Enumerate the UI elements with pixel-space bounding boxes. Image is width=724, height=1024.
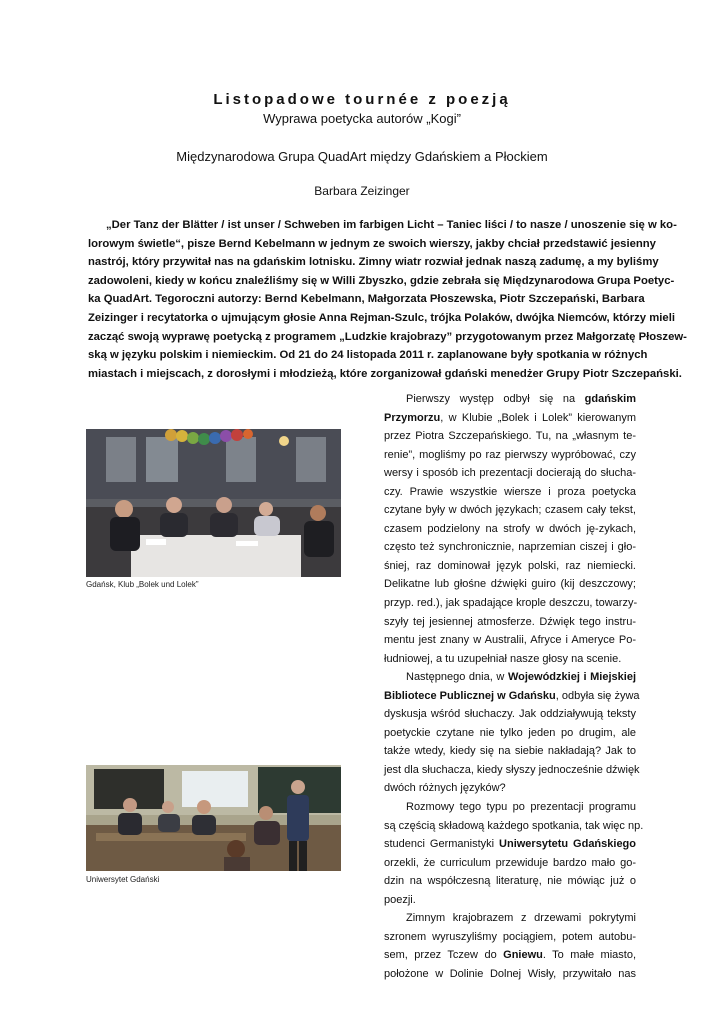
intro-line: zacząć swoją wyprawę poetycką z programem „Ludzkie krajobrazy” przygotowanym przez Małgorzatę Płoszew- bbox=[88, 330, 687, 343]
body-line: Następnego dnia, w Wojewódzkiej i Miejskiej bbox=[406, 671, 636, 684]
body-line: dzin na współczesną literaturę, nie mówiąc już o bbox=[384, 875, 636, 888]
photo-club-caption: Gdańsk, Klub „Bolek und Lolek” bbox=[86, 580, 199, 589]
body-line: Bibliotece Publicznej w Gdańsku, odbyła się żywa bbox=[384, 689, 640, 702]
body-line: jest dla słuchacza, kiedy słyszy jednocześnie dźwięk bbox=[384, 763, 640, 776]
photo-university-seminar bbox=[86, 765, 341, 871]
body-line: orzekli, że curriculum przewiduje bardzo mało go- bbox=[384, 856, 636, 869]
body-line: Delikatne lub głośne dźwięki guiro (kij deszczowy; bbox=[384, 578, 636, 591]
intro-line: Zeizinger i recytatorka o ujmującym głosie Anna Rejman-Szulc, trójka Polaków, dwójka Niemców, którzy mieli bbox=[88, 311, 675, 324]
body-line: łudniowej, a tu uzupełniał nasze głosy na scenie. bbox=[384, 652, 622, 665]
body-line: Rozmowy tego typu po prezentacji programu bbox=[406, 801, 636, 814]
body-line: dyskusja wśród słuchaczy. Jak oddziaływują teksty bbox=[384, 708, 636, 721]
body-line: czytane były w dwóch językach; czasem cały tekst, bbox=[384, 504, 636, 517]
body-line: poetyckie czytane nie tylko jeden po drugim, ale bbox=[384, 726, 636, 739]
photo-university-caption: Uniwersytet Gdański bbox=[86, 875, 160, 884]
article-title: Listopadowe tournée z poezją bbox=[213, 91, 511, 108]
body-line: przyp. red.), jak spadające krople deszczu, towarzy- bbox=[384, 597, 638, 610]
body-line: przez Piotra Szczepańskiego. Tu, na „własnym te- bbox=[384, 430, 636, 443]
intro-line: ka QuadArt. Tegoroczni autorzy: Bernd Kebelmann, Małgorzata Płoszewska, Piotr Szczepański, Barbara bbox=[88, 293, 645, 306]
body-line: dwóch różnych języków? bbox=[384, 782, 506, 795]
body-line: także wtedy, kiedy się na siebie nakładają? Jak to bbox=[384, 745, 636, 758]
body-line: studenci Germanistyki Uniwersytetu Gdańskiego bbox=[384, 838, 636, 851]
intro-paragraph bbox=[88, 216, 687, 383]
intro-line: ską w języku polskim i niemieckim. Od 21 do 24 listopada 2011 r. zaplanowane były spotkania w różnych bbox=[88, 349, 648, 362]
body-line: często też synchronicznie, naprzemian ciszej i gło- bbox=[384, 541, 636, 554]
photo-university-image bbox=[86, 765, 341, 871]
intro-line: miastach i miejscach, z dorosłymi i młodzieżą, które zorganizował gdański menedżer Grupy Piotr Szczepański. bbox=[88, 367, 682, 380]
body-line: mentu jest znany w Australii, Afryce i Ameryce Po- bbox=[384, 634, 636, 647]
photo-club-reading bbox=[86, 429, 341, 577]
intro-line: „Der Tanz der Blätter / ist unser / Schweben im farbigen Licht – Taniec liści / to nasze / unoszenie się w ko- bbox=[106, 219, 677, 231]
article-subheading: Międzynarodowa Grupa QuadArt między Gdańskiem a Płockiem bbox=[176, 149, 548, 164]
body-line: poezji. bbox=[384, 893, 416, 906]
body-line: szyły tej jesiennej atmosferze. Dźwięk tego instru- bbox=[384, 615, 636, 628]
body-line: szronem wyruszyliśmy pociągiem, potem autobu- bbox=[384, 930, 636, 943]
body-line: renie”, mogliśmy po raz pierwszy wypróbować, czy bbox=[384, 448, 636, 461]
body-line: śniej, raz dominował język polski, raz niemiecki. bbox=[384, 559, 636, 572]
article-author: Barbara Zeizinger bbox=[314, 184, 410, 198]
body-line: Zimnym krajobrazem z drzewami pokrytymi bbox=[406, 912, 636, 925]
intro-line: zadowoleni, kiedy w końcu znaleźliśmy się w Willi Zbyszko, gdzie zebrała się Międzynarodowa Grupa Poetyc- bbox=[88, 274, 675, 287]
body-line: są częścią składową każdego spotkania, tak więc np. bbox=[384, 819, 644, 832]
article-subtitle: Wyprawa poetycka autorów „Kogi” bbox=[263, 111, 461, 126]
body-line: czy. Prawie wszystkie wiersze i proza poetycka bbox=[384, 485, 636, 498]
body-column bbox=[384, 390, 644, 984]
body-line: wersy i sposób ich prezentacji docierają do słucha- bbox=[384, 467, 636, 480]
intro-line: nastrój, który przywitał nas na gdańskim lotnisku. Zimny wiatr rozwiał jednak naszą zadumę, a my byliśmy bbox=[88, 256, 659, 269]
body-line: położone w Dolinie Dolnej Wisły, przywitało nas bbox=[384, 967, 636, 980]
photo-club-reading-image bbox=[86, 429, 341, 577]
body-line: Pierwszy występ odbył się na gdańskim bbox=[406, 393, 636, 405]
body-line: sem, przez Tczew do Gniewu. To małe miasto, bbox=[384, 949, 636, 962]
body-line: Przymorzu, w Klubie „Bolek i Lolek” kierowanym bbox=[384, 411, 636, 424]
body-line: czasem podzielony na strofy w dwóch ję-zykach, bbox=[384, 522, 636, 535]
intro-line: lorowym świetle“, pisze Bernd Kebelmann w jednym ze swoich wierszy, jakby chciał przedstawić jesienny bbox=[88, 237, 656, 250]
